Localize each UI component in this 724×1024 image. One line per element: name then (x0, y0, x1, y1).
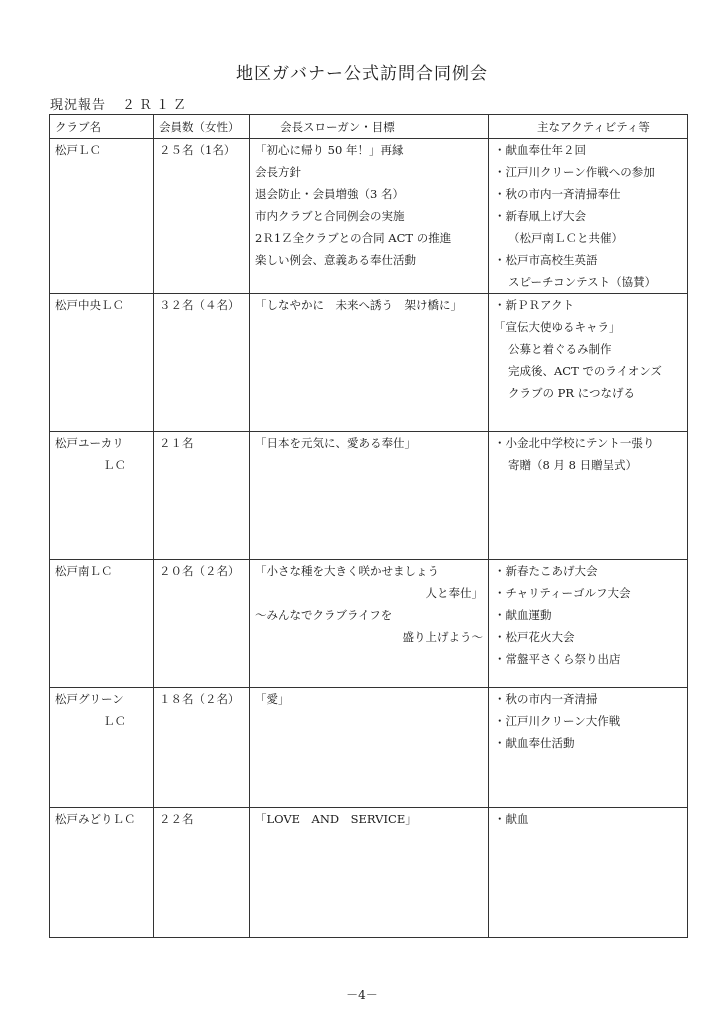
slogan-cell (250, 139, 489, 294)
members-count: ２２名 (159, 812, 194, 826)
slogan-line: 退会防止・会員増強（3 名） (255, 187, 404, 201)
slogan-line: 会長方針 (255, 165, 301, 179)
slogan-line: ～みんなでクラブライフを (255, 608, 393, 622)
activity-line: （松戸南ＬＣと共催） (508, 231, 623, 245)
members-cell (154, 560, 250, 688)
activity-line: ・新春たこあげ大会 (494, 564, 598, 578)
members-cell (154, 139, 250, 294)
activities-cell (489, 294, 688, 432)
club-name-cell (50, 432, 154, 560)
members-cell (154, 688, 250, 808)
slogan-line: 「小さな種を大きく咲かせましょう (255, 564, 439, 578)
table-row (50, 688, 688, 808)
slogan-line: 市内クラブと合同例会の実施 (255, 209, 405, 223)
table-row (50, 294, 688, 432)
slogan-cell (250, 294, 489, 432)
header-activities: 主なアクティビティ等 (489, 115, 688, 139)
activity-line: ・江戸川クリーン作戦への参加 (494, 165, 655, 179)
activity-line: ・献血奉仕活動 (494, 736, 575, 750)
activity-line: 完成後、ACT でのライオンズ (508, 364, 662, 378)
members-count: ３２名（４名） (159, 298, 240, 312)
subtitle-zone: ２Ｒ１Ｚ (122, 98, 191, 113)
activity-line: ・松戸花火大会 (494, 630, 575, 644)
slogan-cell (250, 808, 489, 938)
activity-line: 公募と着ぐるみ制作 (508, 342, 612, 356)
club-name-line: 松戸中央ＬＣ (55, 298, 124, 312)
members-count: ２０名（２名） (159, 564, 240, 578)
activity-line: ・献血奉仕年２回 (494, 143, 586, 157)
header-club: クラブ名 (50, 115, 154, 139)
club-name-line: ＬＣ (103, 458, 126, 472)
slogan-line: 「LOVE AND SERVICE」 (255, 812, 417, 826)
activities-cell (489, 560, 688, 688)
activity-line: ・常盤平さくら祭り出店 (494, 652, 621, 666)
slogan-line: 「日本を元気に、愛ある奉仕」 (255, 436, 416, 450)
slogan-line: 「しなやかに 未来へ誘う 架け橋に」 (255, 298, 462, 312)
club-name-line: 松戸ユーカリ (55, 436, 124, 450)
activity-line: クラブの PR につなげる (508, 386, 635, 400)
club-name-line: 松戸南ＬＣ (55, 564, 113, 578)
members-cell (154, 808, 250, 938)
members-count: ２１名 (159, 436, 194, 450)
activity-line: ・チャリティーゴルフ大会 (494, 586, 631, 600)
slogan-line: 楽しい例会、意義ある奉仕活動 (255, 253, 416, 267)
club-name-line: 松戸みどりＬＣ (55, 812, 136, 826)
members-count: １８名（２名） (159, 692, 240, 706)
club-name-cell (50, 808, 154, 938)
activity-line: ・秋の市内一斉清掃奉仕 (494, 187, 621, 201)
page-title: 地区ガバナー公式訪問合同例会 (236, 64, 488, 84)
slogan-line: 「愛」 (255, 692, 290, 706)
table-row (50, 432, 688, 560)
members-cell (154, 432, 250, 560)
activity-line: ・松戸市高校生英語 (494, 253, 598, 267)
slogan-cell (250, 432, 489, 560)
club-name-cell (50, 139, 154, 294)
header-members: 会員数（女性） (154, 115, 250, 139)
members-count: ２５名（1名） (159, 143, 236, 157)
club-name-cell (50, 688, 154, 808)
activity-line: スピーチコンテスト（協賛） (508, 275, 657, 289)
club-name-line: 松戸グリーン (55, 692, 124, 706)
activity-line: ・献血 (494, 812, 529, 826)
slogan-line: 人と奉仕」 (425, 586, 483, 600)
table-row (50, 808, 688, 938)
table-header-row (50, 115, 688, 139)
activity-line: ・小金北中学校にテント一張り (494, 436, 655, 450)
header-slogan: 会長スローガン・目標 (250, 115, 489, 139)
slogan-cell (250, 560, 489, 688)
activity-line: 「宣伝大使ゆるキャラ」 (494, 320, 621, 334)
club-name-line: ＬＣ (103, 714, 126, 728)
subtitle-label: 現況報告 (50, 98, 107, 113)
activity-line: ・江戸川クリーン大作戦 (494, 714, 621, 728)
slogan-line: 2Ｒ1Ｚ全クラブとの合同 ACT の推進 (255, 231, 452, 245)
club-report-table (49, 114, 688, 938)
page-number: －4－ (346, 988, 378, 1002)
slogan-line: 「初心に帰り 50 年！」再縁 (255, 143, 404, 157)
table-row (50, 560, 688, 688)
activity-line: ・新ＰＲアクト (494, 298, 575, 312)
club-name-cell (50, 560, 154, 688)
slogan-line: 盛り上げよう～ (402, 630, 483, 644)
activities-cell (489, 432, 688, 560)
club-name-line: 松戸ＬＣ (55, 143, 101, 157)
members-cell (154, 294, 250, 432)
activities-cell (489, 808, 688, 938)
activity-line: ・献血運動 (494, 608, 552, 622)
club-name-cell (50, 294, 154, 432)
activity-line: 寄贈（8 月 8 日贈呈式） (508, 458, 638, 472)
slogan-cell (250, 688, 489, 808)
activities-cell (489, 139, 688, 294)
activity-line: ・秋の市内一斉清掃 (494, 692, 598, 706)
subtitle (50, 94, 190, 113)
activities-cell (489, 688, 688, 808)
table-row (50, 139, 688, 294)
activity-line: ・新春凧上げ大会 (494, 209, 586, 223)
